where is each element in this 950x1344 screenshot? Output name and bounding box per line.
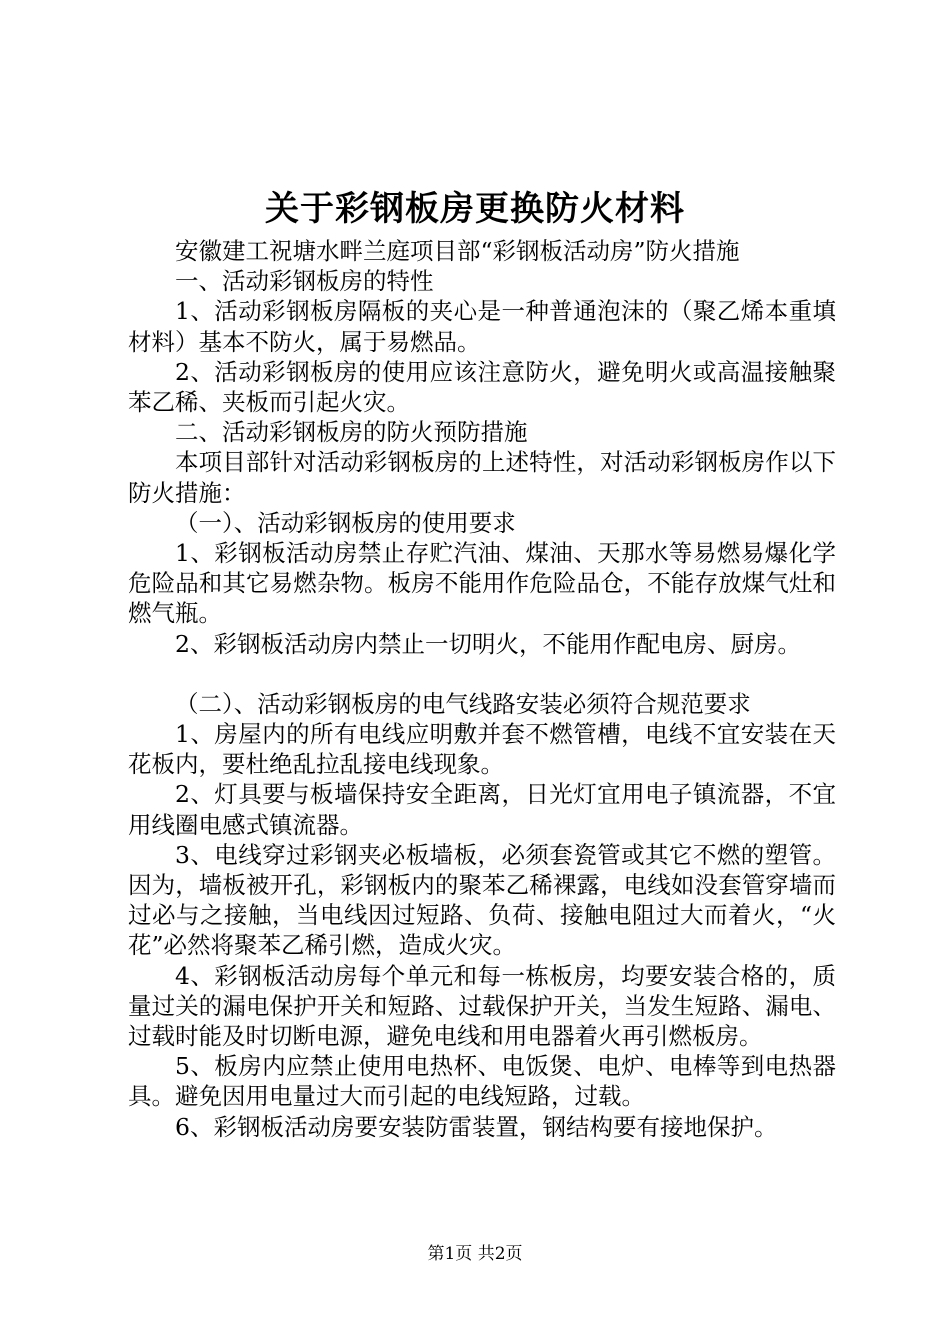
paragraph: 1、彩钢板活动房禁止存贮汽油、煤油、天那水等易燃易爆化学危险品和其它易燃杂物。板房不能用作危险品仓，不能存放煤气灶和燃气瓶。 — [128, 539, 836, 628]
document-title: 关于彩钢板房更换防火材料 — [265, 189, 685, 229]
paragraph: 3、电线穿过彩钢夹必板墙板，必须套瓷管或其它不燃的塑管。因为，墙板被开孔，彩钢板内的聚苯乙稀裸露，电线如没套管穿墙而过必与之接触，当电线因过短路、负荷、接触电阻过大而着火，“火花”必然将聚苯乙稀引燃，造成火灾。 — [128, 840, 836, 960]
paragraph-heading-project: 安徽建工祝塘水畔兰庭项目部“彩钢板活动房”防火措施 — [175, 237, 740, 265]
paragraph: 4、彩钢板活动房每个单元和每一栋板房，均要安装合格的，质量过关的漏电保护开关和短路、过载保护开关，当发生短路、漏电、过载时能及时切断电源，避免电线和用电器着火再引燃板房。 — [128, 961, 836, 1051]
paragraph: 5、板房内应禁止使用电热杯、电饭煲、电炉、电棒等到电热器具。避免因用电量过大而引起的电线短路，过载。 — [128, 1052, 836, 1111]
section-heading-1: 一、活动彩钢板房的特性 — [175, 267, 434, 296]
paragraph: 6、彩钢板活动房要安装防雷装置，钢结构要有接地保护。 — [175, 1112, 778, 1141]
subsection-heading-1: （一）、活动彩钢板房的使用要求 — [175, 508, 516, 537]
paragraph: 1、房屋内的所有电线应明敷并套不燃管槽，电线不宜安装在天花板内，要杜绝乱拉乱接电线现象。 — [128, 720, 836, 779]
paragraph: 2、活动彩钢板房的使用应该注意防火，避免明火或高温接触聚苯乙稀、夹板而引起火灾。 — [128, 357, 836, 417]
section-heading-2: 二、活动彩钢板房的防火预防措施 — [175, 418, 528, 447]
paragraph: 1、活动彩钢板房隔板的夹心是一种普通泡沫的（聚乙烯本重填材料）基本不防火，属于易燃品。 — [128, 297, 836, 356]
paragraph: 2、彩钢板活动房内禁止一切明火，不能用作配电房、厨房。 — [175, 629, 801, 658]
paragraph: 2、灯具要与板墙保持安全距离，日光灯宜用电子镇流器，不宜用线圈电感式镇流器。 — [128, 780, 836, 839]
subsection-heading-2: （二）、活动彩钢板房的电气线路安装必须符合规范要求 — [175, 689, 751, 718]
document-body — [128, 236, 836, 1142]
paragraph: 本项目部针对活动彩钢板房的上述特性，对活动彩钢板房作以下防火措施： — [128, 448, 836, 507]
page-footer: 第1页 共2页 — [427, 1244, 523, 1264]
